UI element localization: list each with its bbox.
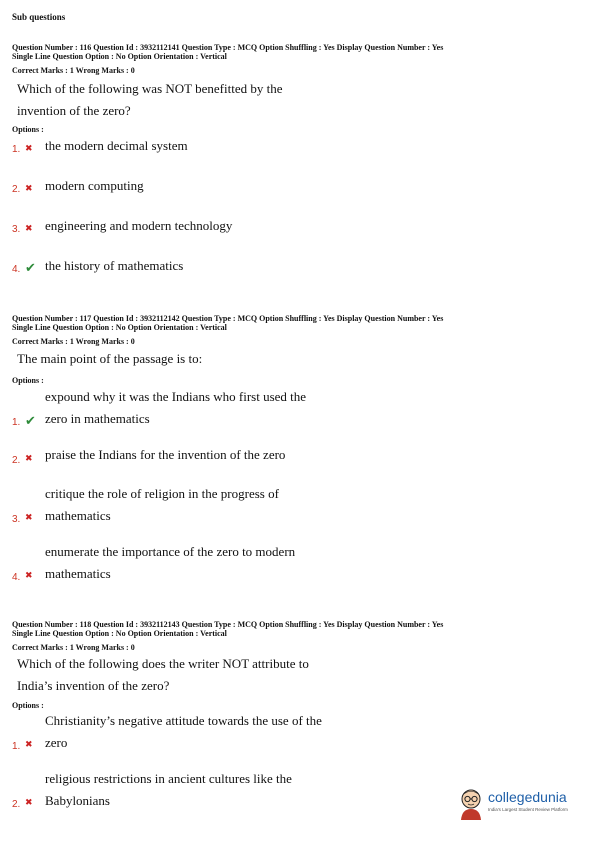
option-text: praise the Indians for the invention of the zero <box>45 447 286 462</box>
option-number: 3. <box>12 224 21 235</box>
cross-icon: ✖ <box>25 739 33 749</box>
option-number: 4. <box>12 264 21 275</box>
cross-icon: ✖ <box>25 223 33 233</box>
option-number: 1. <box>12 144 21 155</box>
mascot-icon <box>456 787 486 821</box>
question-text-line: invention of the zero? <box>17 103 131 118</box>
question-text <box>17 348 347 370</box>
options-label: Options : <box>12 376 44 385</box>
option-text-line: zero <box>45 735 68 750</box>
option-text: the history of mathematics <box>45 258 184 273</box>
question-text-line: India’s invention of the zero? <box>17 678 170 693</box>
cross-icon: ✖ <box>25 797 33 807</box>
option-text-line: mathematics <box>45 508 111 523</box>
question-text-line: Which of the following does the writer NOT attribute to <box>17 656 309 671</box>
option-text: modern computing <box>45 178 144 193</box>
question-meta: Question Number : 118 Question Id : 3932112143 Question Type : MCQ Option Shuffling : Yes Display Question Number : Yes <box>12 620 444 629</box>
cross-icon: ✖ <box>25 453 33 463</box>
option-text-line: expound why it was the Indians who first used the <box>45 389 307 404</box>
logo-tagline: India's Largest Student Review Platform <box>488 807 568 812</box>
question-text <box>17 78 347 122</box>
question-meta: Question Number : 116 Question Id : 3932112141 Question Type : MCQ Option Shuffling : Yes Display Question Number : Yes <box>12 43 444 52</box>
question-meta-2: Single Line Question Option : No Option Orientation : Vertical <box>12 323 227 332</box>
question-meta-2: Single Line Question Option : No Option Orientation : Vertical <box>12 52 227 61</box>
question-marks: Correct Marks : 1 Wrong Marks : 0 <box>12 643 135 652</box>
option-text-line: zero in mathematics <box>45 411 150 426</box>
option-text <box>45 483 365 527</box>
question-text-line: Which of the following was NOT benefitted by the <box>17 81 283 96</box>
option-text: the modern decimal system <box>45 138 188 153</box>
collegedunia-logo[interactable] <box>456 785 586 823</box>
option-number: 3. <box>12 514 21 525</box>
cross-icon: ✖ <box>25 570 33 580</box>
question-meta-2: Single Line Question Option : No Option Orientation : Vertical <box>12 629 227 638</box>
option-text-line: Babylonians <box>45 793 110 808</box>
option-text <box>45 768 365 812</box>
option-text <box>45 710 365 754</box>
option-text-line: critique the role of religion in the progress of <box>45 486 279 501</box>
option-number: 1. <box>12 741 21 752</box>
question-text-line: The main point of the passage is to: <box>17 351 203 366</box>
check-icon: ✔ <box>25 413 36 428</box>
option-number: 2. <box>12 184 21 195</box>
options-label: Options : <box>12 701 44 710</box>
option-text-line: Christianity’s negative attitude towards the use of the <box>45 713 322 728</box>
logo-brand: collegedunia <box>488 789 567 805</box>
question-marks: Correct Marks : 1 Wrong Marks : 0 <box>12 337 135 346</box>
option-text-line: mathematics <box>45 566 111 581</box>
option-text-line: religious restrictions in ancient cultures like the <box>45 771 292 786</box>
cross-icon: ✖ <box>25 512 33 522</box>
option-text <box>45 541 365 585</box>
question-marks: Correct Marks : 1 Wrong Marks : 0 <box>12 66 135 75</box>
option-text <box>45 386 365 430</box>
page-heading: Sub questions <box>12 12 66 22</box>
cross-icon: ✖ <box>25 143 33 153</box>
options-label: Options : <box>12 125 44 134</box>
question-meta: Question Number : 117 Question Id : 3932112142 Question Type : MCQ Option Shuffling : Yes Display Question Number : Yes <box>12 314 444 323</box>
option-number: 1. <box>12 417 21 428</box>
option-number: 4. <box>12 572 21 583</box>
option-text: engineering and modern technology <box>45 218 233 233</box>
cross-icon: ✖ <box>25 183 33 193</box>
question-text <box>17 653 347 697</box>
option-number: 2. <box>12 799 21 810</box>
option-number: 2. <box>12 455 21 466</box>
option-text-line: enumerate the importance of the zero to modern <box>45 544 296 559</box>
check-icon: ✔ <box>25 260 36 275</box>
